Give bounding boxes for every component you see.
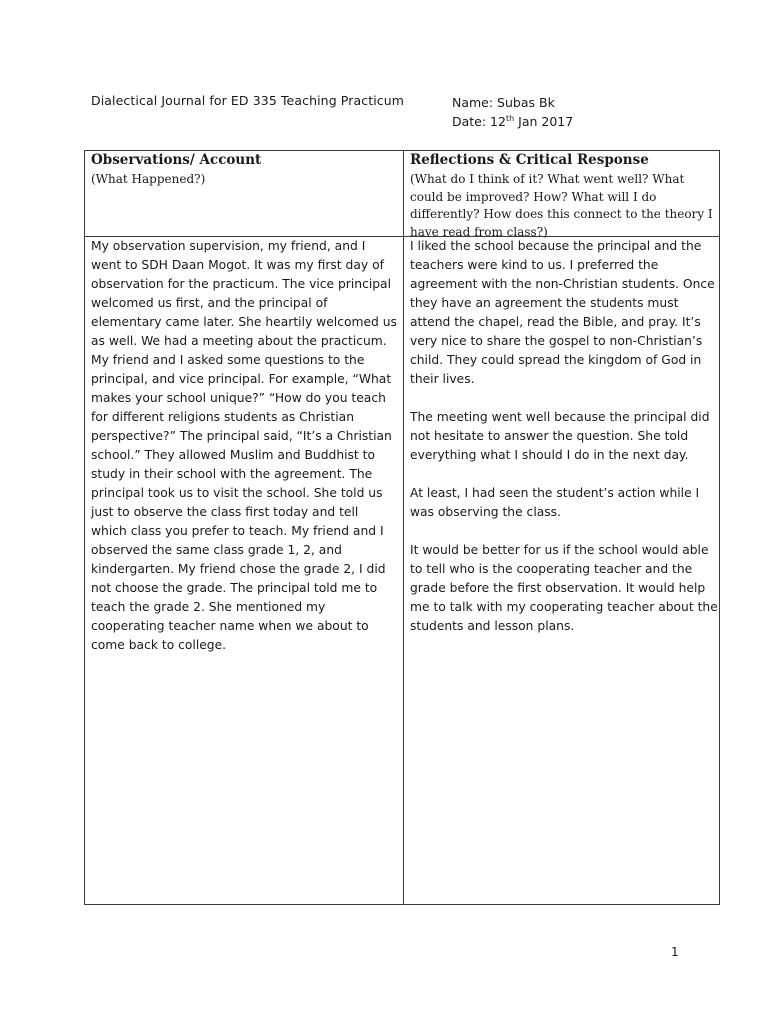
reflections-heading: Reflections & Critical Response — [410, 152, 649, 168]
column-divider — [403, 151, 404, 904]
observations-heading: Observations/ Account — [91, 152, 262, 168]
reflections-subheading: (What do I think of it? What went well? What could be improved? How? What will I do differently? How does this connect to the theory I have read from class?) — [410, 172, 713, 239]
journal-table — [84, 150, 720, 905]
page-number: 1 — [671, 945, 679, 959]
observations-subheading: (What Happened?) — [91, 172, 206, 186]
observations-body: My observation supervision, my friend, and I went to SDH Daan Mogot. It was my first day of observation for the practicum. The vice principal welcomed us first, and the principal of elementary came later. She heartily welcomed us as well. We had a meeting about the practicum. My friend and I asked some questions to the principal, and vice principal. For example, “What makes your school unique?” “How do you teach for different religions students as Christian perspective?” The principal said, “It’s a Christian school.” They allowed Muslim and Buddhist to study in their school with the agreement. The principal took us to visit the school. She told us just to observe the class first today and tell which class you prefer to teach. My friend and I observed the same class grade 1, 2, and kindergarten. My friend chose the grade 2, I did not choose the grade. The principal told me to teach the grade 2. She mentioned my cooperating teacher name when we about to come back to college. — [91, 239, 397, 652]
date-suffix: Jan 2017 — [514, 114, 574, 129]
observations-header-cell — [91, 151, 396, 189]
reflection-paragraph: The meeting went well because the principal did not hesitate to answer the question. She told everything what I should I do in the next day. — [410, 410, 710, 462]
date-prefix: Date: 12 — [452, 114, 506, 129]
reflections-body — [410, 237, 718, 655]
date-ordinal: th — [505, 113, 515, 123]
date-line — [452, 112, 573, 131]
name-line: Name: Subas Bk — [452, 95, 555, 110]
reflection-paragraph: I liked the school because the principal and the teachers were kind to us. I preferred the agreement with the non-Christian students. Once they have an agreement the students must attend the chapel, read the Bible, and pray. It’s very nice to share the gospel to non-Christian’s child. They could spread the kingdom of God in their lives. — [410, 239, 715, 386]
journal-title: Dialectical Journal for ED 335 Teaching Practicum — [91, 93, 405, 108]
reflections-header-cell — [410, 151, 715, 241]
header-info — [452, 93, 573, 131]
reflection-paragraph: It would be better for us if the school would able to tell who is the cooperating teacher and the grade before the first observation. It would help me to talk with my cooperating teacher about the students and lesson plans. — [410, 543, 718, 633]
reflection-paragraph: At least, I had seen the student’s action while I was observing the class. — [410, 486, 700, 519]
